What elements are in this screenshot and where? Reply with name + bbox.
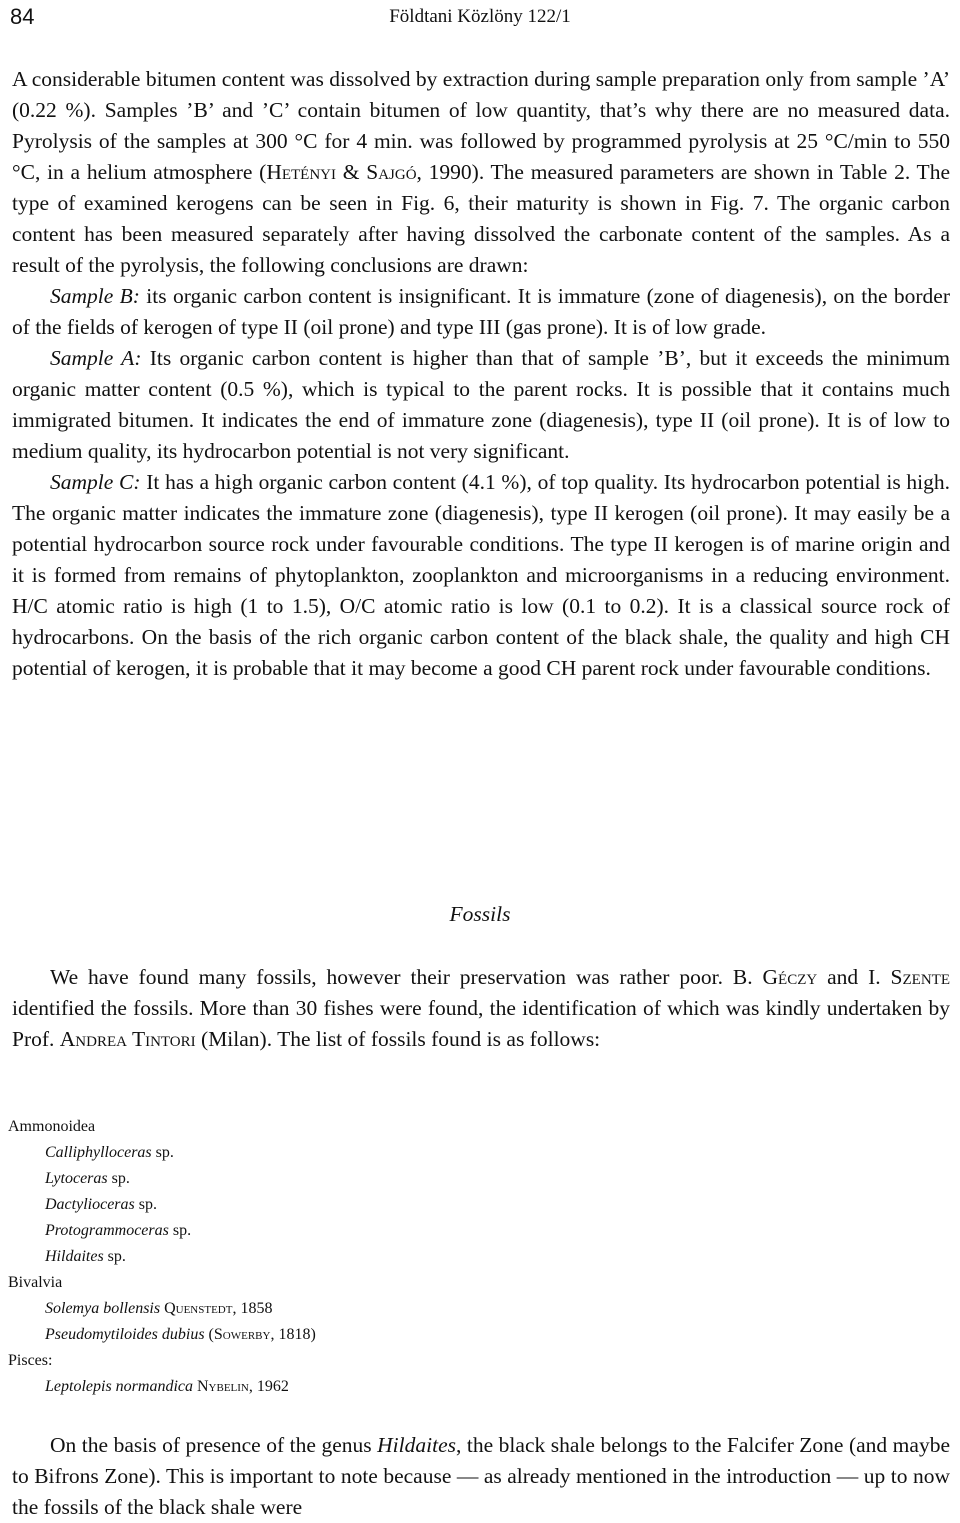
paragraph-text: , the black shale belongs to the Falcifer Zone (and maybe to Bifrons Zone). This is important to note because — as already mentioned in the introduction — up to now the fossils of the black shale were [12,1433,950,1519]
taxon-year: , 1962 [248,1378,289,1395]
taxon-name: Lytoceras [45,1170,108,1187]
taxon-author-prefix: ( [204,1326,214,1343]
taxon-name: Pseudomytiloides dubius [45,1326,205,1343]
ampersand: & [336,160,367,184]
taxon-author: Sowerby [213,1326,271,1343]
fossil-group-label: Pisces: [8,1352,53,1369]
section-heading-fossils: Fossils [449,902,511,926]
fossil-taxon [8,1296,316,1322]
taxon-suffix: sp. [103,1248,126,1265]
paragraph-text: , 1990). The measured parameters are shown in Table 2. The type of examined kerogens can be seen in Fig. 6, their maturity is shown in Fig. 7. The organic carbon content has been measured separately after having dissolved the carbonate content of the samples. As a result of the pyrolysis, the following conclusions are drawn: [12,160,950,277]
taxon-name: Dactylioceras [45,1196,135,1213]
paragraph-fossils [12,962,950,1055]
closing-text [12,1430,950,1523]
person-name: Andrea Tintori [59,1027,196,1051]
fossil-taxon [8,1166,316,1192]
author-citation: Hetényi [266,160,336,184]
taxon-name: Hildaites [45,1248,104,1265]
person-name: Szente [890,965,950,989]
fossil-taxon [8,1374,316,1400]
paragraph-text: We have found many fossils, however their preservation was rather poor. B. [50,965,763,989]
taxon-suffix: sp. [168,1222,192,1239]
fossil-taxon [8,1322,316,1348]
journal-title: Földtani Közlöny 122/1 [389,6,571,27]
fossil-list [8,1114,316,1400]
taxon-year: , 1858 [232,1300,273,1317]
paragraph-text: its organic carbon content is insignificant. It is immature (zone of diagenesis), on the border of the fields of kerogen of type II (oil prone) and type III (gas prone). It is of low grade. [12,284,950,339]
sample-label: Sample A: [50,346,142,370]
fossil-group-label: Bivalvia [8,1274,63,1291]
person-name: Géczy [762,965,818,989]
paragraph-pyrolysis [12,64,950,281]
paragraph-text: Its organic carbon content is higher than that of sample ’B’, but it exceeds the minimum organic matter content (0.5 %), which is typical to the parent rocks. It is possible that it contains much immigrated bitumen. It indicates the end of immature zone (diagenesis), type II (oil prone). It is of low to medium quality, its hydrocarbon potential is not very significant. [12,346,950,463]
paragraph-text: A considerable bitumen content was dissolved by extraction during sample preparation only from sample ’A’ (0.22 %). Samples ’B’ and ’C’ contain bitumen of low quantity, that’s why there are no measured data. Pyrolysis of the samples at 300 °C for 4 min. was followed by programmed pyrolysis at 25 °C/min to 550 °C, in a helium atmosphere ( [12,67,950,184]
taxon-suffix: sp. [107,1170,130,1187]
paragraph-sample-a [12,343,950,467]
fossil-taxon [8,1140,316,1166]
fossil-group-label: Ammonoidea [8,1118,96,1135]
fossil-taxon [8,1218,316,1244]
taxon-name: Calliphylloceras [45,1144,152,1161]
paragraph-sample-b [12,281,950,343]
paragraph-text: It has a high organic carbon content (4.1 %), of top quality. Its hydrocarbon potential is high. The organic matter indicates the immature zone (diagenesis), type II kerogen (oil prone). It may easily be a potential hydrocarbon source rock under favourable conditions. The type II kerogen is of marine origin and it is formed from remains of phytoplankton, zooplankton and microorganisms in a reducing environment. H/C atomic ratio is high (1 to 1.5), O/C atomic ratio is low (0.1 to 0.2). It is a classical source rock of hydrocarbons. On the basis of the rich organic carbon content of the black shale, the quality and high CH potential of kerogen, it is probable that it may become a good CH parent rock under favourable conditions. [12,470,950,680]
paragraph-sample-c [12,467,950,684]
taxon-name: Solemya bollensis [45,1300,161,1317]
paragraph-text: and I. [817,965,891,989]
fossil-taxon [8,1192,316,1218]
taxon-suffix: sp. [134,1196,157,1213]
paragraph-text: identified the fossils. More than 30 fishes were found, the identification of which was kindly undertaken by Prof. [12,996,950,1051]
author-citation: Sajgó [366,160,417,184]
paragraph-text: (Milan). The list of fossils found is as follows: [195,1027,601,1051]
paragraph-text: On the basis of presence of the genus [50,1433,378,1457]
genus-name: Hildaites [377,1433,456,1457]
fossils-intro [12,962,950,1055]
running-header [10,4,950,34]
taxon-author: Quenstedt [164,1300,233,1317]
main-text [12,64,950,684]
taxon-year: , 1818) [270,1326,316,1343]
sample-label: Sample C: [50,470,141,494]
page-number: 84 [10,4,35,29]
sample-label: Sample B: [50,284,140,308]
taxon-name: Leptolepis normandica [45,1378,193,1395]
taxon-suffix: sp. [151,1144,174,1161]
taxon-name: Protogrammoceras [45,1222,169,1239]
taxon-author: Nybelin [197,1378,249,1395]
paragraph-closing [12,1430,950,1523]
fossil-taxon [8,1244,316,1270]
